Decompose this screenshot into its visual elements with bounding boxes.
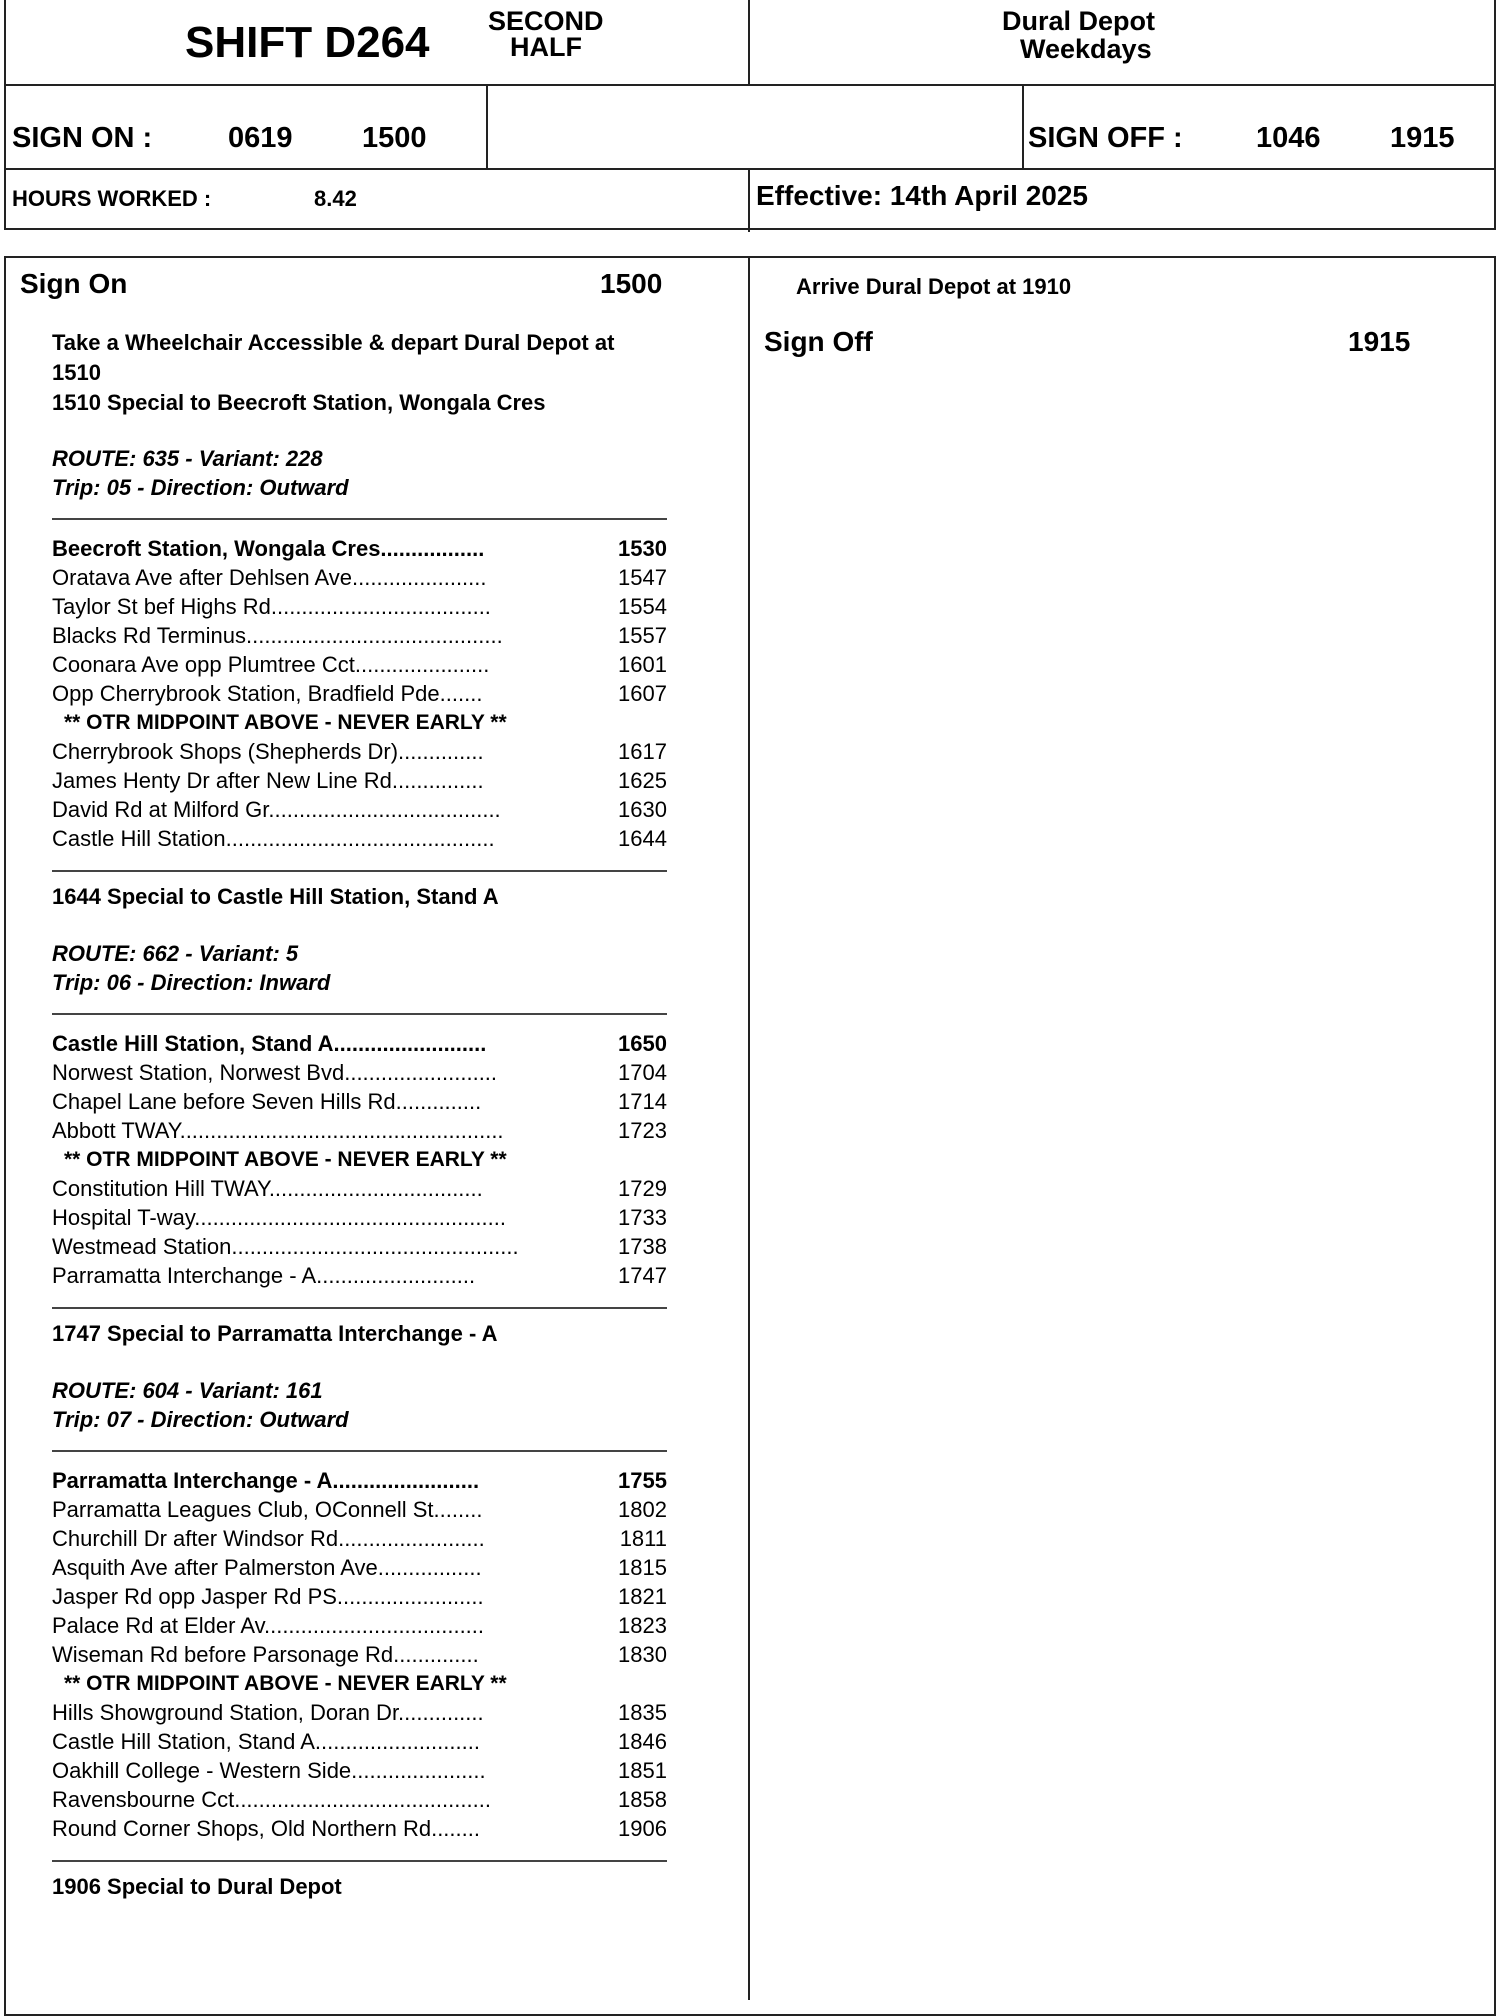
sign-off-heading: Sign Off [764,326,873,357]
trip-info: Trip: 06 - Direction: Inward [52,970,331,995]
stop-time: 1733 [618,1205,667,1230]
stop-row [52,824,667,853]
stop-time: 1547 [618,565,667,590]
stop-row [52,737,667,766]
stop-row [52,534,667,563]
stop-time: 1644 [618,826,667,851]
stop-name: Opp Cherrybrook Station, Bradfield Pde....... [52,681,483,706]
body-divider [748,256,750,2000]
stop-name: Jasper Rd opp Jasper Rd PS........................ [52,1584,484,1609]
stop-name: Oratava Ave after Dehlsen Ave...................... [52,565,487,590]
divider-rule [52,1450,667,1452]
stop-row [52,1495,667,1524]
route-info: ROUTE: 662 - Variant: 5 [52,941,299,966]
effective-date: Effective: 14th April 2025 [756,180,1088,211]
divider-rule [52,870,667,872]
stop-row [52,1116,667,1145]
stop-time: 1554 [618,594,667,619]
special-instruction: 1510 Special to Beecroft Station, Wongala Cres [52,390,546,415]
stop-name: Norwest Station, Norwest Bvd......................... [52,1060,498,1085]
stop-name: Churchill Dr after Windsor Rd........................ [52,1526,485,1551]
stop-row [52,1232,667,1261]
sign-off-heading-time: 1915 [1348,326,1411,357]
header-divider [748,0,750,84]
stop-row [52,1814,667,1843]
stop-time: 1815 [618,1555,667,1580]
stop-time: 1851 [618,1758,667,1783]
stop-time: 1747 [618,1263,667,1288]
stop-row [52,621,667,650]
stop-name: Blacks Rd Terminus.......................................... [52,623,503,648]
trip-info: Trip: 05 - Direction: Outward [52,475,349,500]
divider-rule [52,518,667,520]
depot-name: Dural Depot [1002,6,1156,36]
stop-name: Wiseman Rd before Parsonage Rd.............. [52,1642,479,1667]
stop-time: 1704 [618,1060,667,1085]
otr-midpoint-note: ** OTR MIDPOINT ABOVE - NEVER EARLY ** [64,711,507,734]
stop-row [52,1029,667,1058]
stop-time: 1802 [618,1497,667,1522]
stop-row [52,766,667,795]
stop-name: Chapel Lane before Seven Hills Rd.............. [52,1089,482,1114]
stop-time: 1823 [618,1613,667,1638]
special-instruction: 1906 Special to Dural Depot [52,1874,342,1899]
stop-row [52,679,667,708]
arrive-depot-note: Arrive Dural Depot at 1910 [796,274,1072,299]
stop-row [52,1698,667,1727]
stop-time: 1858 [618,1787,667,1812]
stop-name: Coonara Ave opp Plumtree Cct...................... [52,652,490,677]
stop-time: 1625 [618,768,667,793]
shift-title: SHIFT D264 [185,18,430,67]
stop-name: Castle Hill Station, Stand A......................... [52,1031,487,1056]
stop-name: Parramatta Interchange - A........................ [52,1468,480,1493]
stop-name: Cherrybrook Shops (Shepherds Dr).............. [52,739,484,764]
stop-time: 1906 [618,1816,667,1841]
stop-time: 1846 [618,1729,667,1754]
stop-name: Constitution Hill TWAY................................... [52,1176,483,1201]
stop-name: Hills Showground Station, Doran Dr.............. [52,1700,484,1725]
half-label-line2: HALF [510,32,582,62]
stop-row [52,1611,667,1640]
sign-off-time2: 1915 [1390,122,1455,154]
header-divider [1022,84,1024,168]
stop-time: 1723 [618,1118,667,1143]
stop-name: Ravensbourne Cct.......................................... [52,1787,491,1812]
depart-instruction: Take a Wheelchair Accessible & depart Dural Depot at [52,330,615,355]
sign-on-time2: 1500 [362,122,427,154]
stop-row [52,1582,667,1611]
sign-off-time1: 1046 [1256,122,1321,154]
stop-row [52,1087,667,1116]
hours-worked-label: HOURS WORKED : [12,186,212,211]
stop-row [52,563,667,592]
stop-time: 1811 [619,1526,667,1551]
stop-row [52,1727,667,1756]
stop-name: James Henty Dr after New Line Rd............... [52,768,484,793]
stop-row [52,592,667,621]
stop-row [52,1553,667,1582]
sign-off-label: SIGN OFF : [1028,122,1183,154]
special-instruction: 1747 Special to Parramatta Interchange - A [52,1321,498,1346]
stop-time: 1630 [618,797,667,822]
stop-name: Asquith Ave after Palmerston Ave................. [52,1555,482,1580]
stop-name: Round Corner Shops, Old Northern Rd........ [52,1816,480,1841]
divider-rule [52,1860,667,1862]
stop-time: 1729 [618,1176,667,1201]
stop-name: Beecroft Station, Wongala Cres................. [52,536,485,561]
stop-name: Oakhill College - Western Side...................... [52,1758,486,1783]
stop-row [52,795,667,824]
route-info: ROUTE: 604 - Variant: 161 [52,1378,323,1403]
depot-days: Weekdays [1020,34,1152,64]
route-info: ROUTE: 635 - Variant: 228 [52,446,323,471]
otr-midpoint-note: ** OTR MIDPOINT ABOVE - NEVER EARLY ** [64,1148,507,1171]
stop-name: Palace Rd at Elder Av.................................... [52,1613,485,1638]
divider-rule [52,1307,667,1309]
stop-row [52,1524,667,1553]
stop-row [52,1203,667,1232]
stop-name: Taylor St bef Highs Rd.................................... [52,594,491,619]
header-divider [486,84,488,168]
stop-name: Parramatta Interchange - A.......................... [52,1263,476,1288]
stop-name: Hospital T-way................................................... [52,1205,506,1230]
stop-time: 1557 [618,623,667,648]
stop-row [52,1261,667,1290]
sign-on-time1: 0619 [228,122,293,154]
stop-row [52,1466,667,1495]
stop-time: 1530 [618,536,667,561]
header-divider [4,168,1496,170]
stop-name: David Rd at Milford Gr...................................... [52,797,501,822]
divider-rule [52,1013,667,1015]
depart-instruction-time: 1510 [52,360,101,385]
stop-name: Westmead Station............................................... [52,1234,519,1259]
stop-row [52,1640,667,1669]
special-instruction: 1644 Special to Castle Hill Station, Stand A [52,884,499,909]
stop-time: 1617 [618,739,667,764]
stop-time: 1714 [618,1089,667,1114]
stop-time: 1835 [618,1700,667,1725]
stop-time: 1607 [618,681,667,706]
sign-on-heading-time: 1500 [600,268,663,299]
trip-info: Trip: 07 - Direction: Outward [52,1407,349,1432]
stop-time: 1755 [618,1468,667,1493]
header-divider [748,168,750,232]
stop-name: Abbott TWAY..................................................... [52,1118,504,1143]
stop-time: 1830 [618,1642,667,1667]
stop-name: Castle Hill Station............................................ [52,826,495,851]
stop-time: 1650 [618,1031,667,1056]
stop-row [52,650,667,679]
sign-on-label: SIGN ON : [12,122,153,154]
stop-time: 1601 [618,652,667,677]
half-label-line1: SECOND [488,6,604,36]
stop-time: 1738 [618,1234,667,1259]
stop-row [52,1174,667,1203]
stop-row [52,1785,667,1814]
sign-on-heading: Sign On [20,268,128,299]
stop-name: Castle Hill Station, Stand A........................... [52,1729,480,1754]
stop-time: 1821 [618,1584,667,1609]
stop-name: Parramatta Leagues Club, OConnell St........ [52,1497,483,1522]
otr-midpoint-note: ** OTR MIDPOINT ABOVE - NEVER EARLY ** [64,1672,507,1695]
stop-row [52,1756,667,1785]
hours-worked-value: 8.42 [314,186,357,211]
header-divider [4,84,1496,86]
stop-row [52,1058,667,1087]
